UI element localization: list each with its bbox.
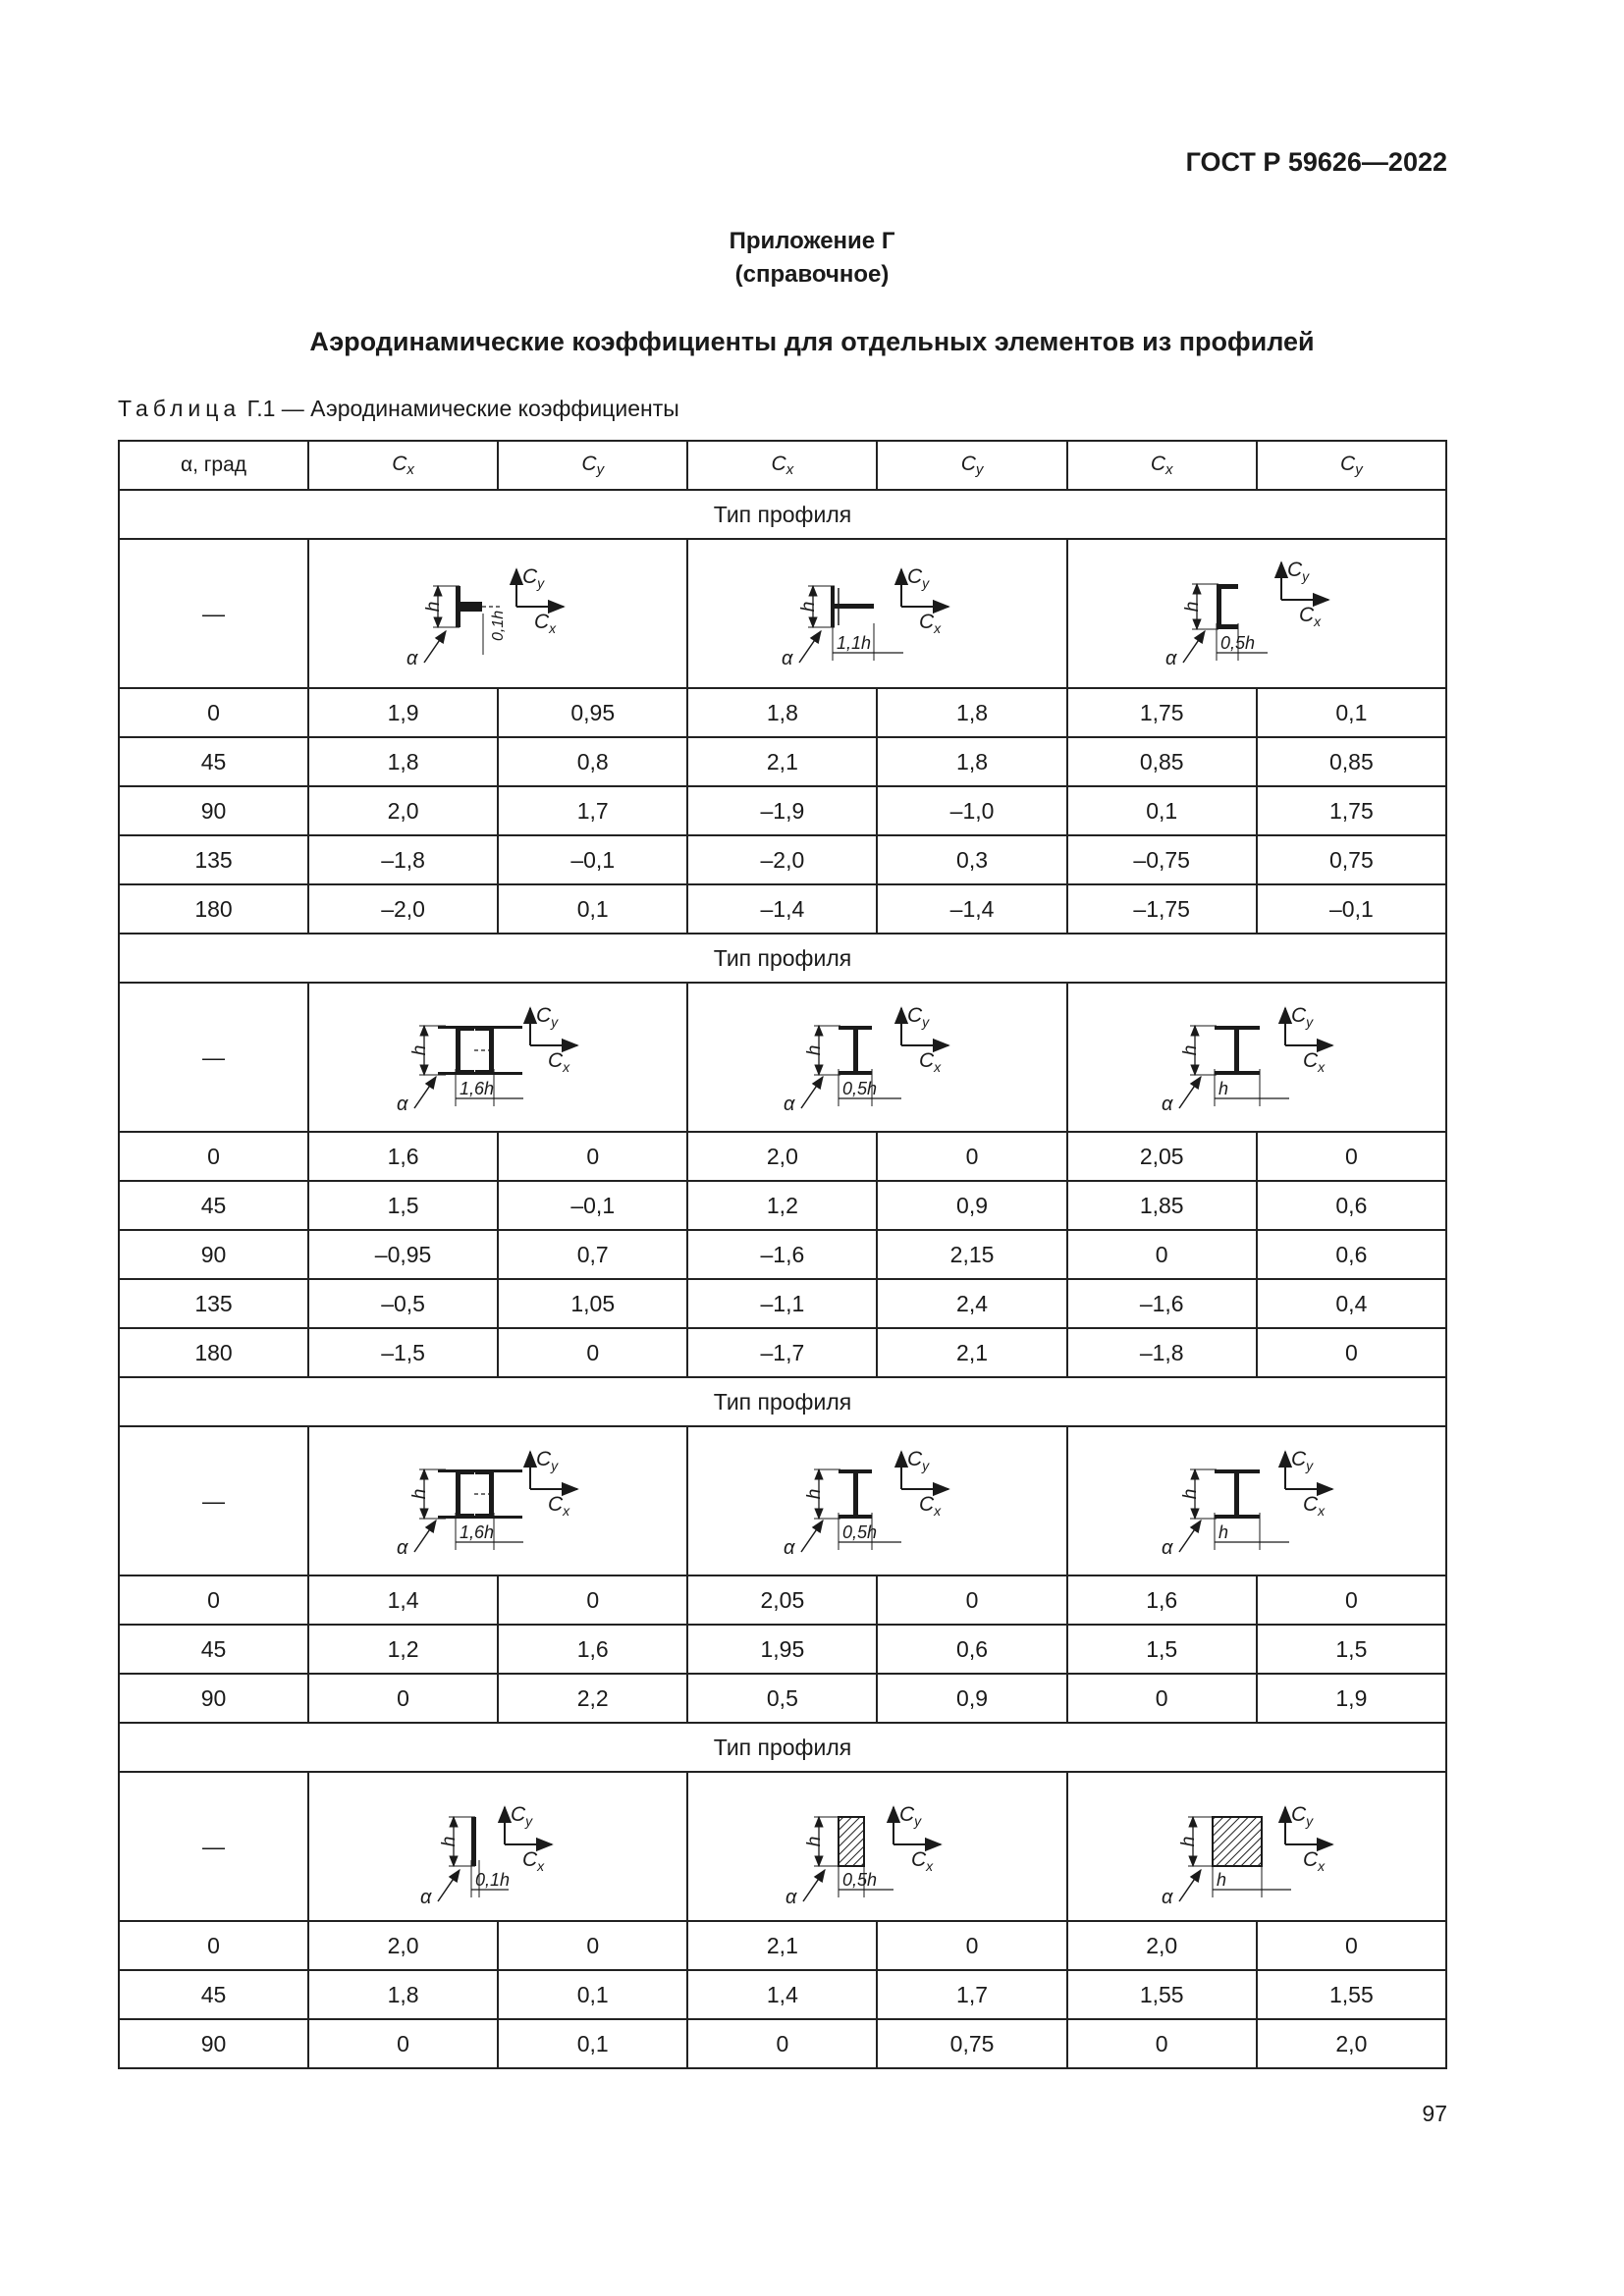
value-cell: 1,5 [1257, 1625, 1446, 1674]
header-cy [498, 441, 687, 490]
value-cell: 1,4 [308, 1575, 498, 1625]
svg-text:α: α [406, 648, 418, 669]
svg-text:Cx: $C_x$ [919, 611, 942, 636]
table-row [119, 1328, 1446, 1377]
profile-figure [1154, 545, 1360, 682]
value-cell: 0,6 [1257, 1230, 1446, 1279]
value-cell: –2,0 [687, 835, 877, 884]
angle-cell: 45 [119, 737, 308, 786]
table-row [119, 1181, 1446, 1230]
document-code: ГОСТ Р 59626—2022 [1185, 147, 1447, 177]
angle-cell: 180 [119, 884, 308, 934]
value-cell: –1,8 [308, 835, 498, 884]
dash-cell: — [119, 983, 308, 1132]
svg-text:α: α [1161, 1094, 1173, 1115]
table-row [119, 1921, 1446, 1970]
value-cell: 0 [877, 1921, 1066, 1970]
cy-sub: y [1355, 461, 1363, 478]
profile-type-row [119, 1723, 1446, 1772]
svg-text:h: h [1179, 1044, 1201, 1056]
svg-text:h: h [1218, 1522, 1228, 1542]
svg-text:Cy: $C_y$ [511, 1803, 533, 1829]
value-cell: 1,5 [308, 1181, 498, 1230]
value-cell: 0 [687, 2019, 877, 2068]
value-cell: 0 [1257, 1575, 1446, 1625]
svg-text:α: α [784, 1094, 795, 1115]
value-cell: 0 [498, 1921, 687, 1970]
value-cell: 1,95 [687, 1625, 877, 1674]
angle-cell: 90 [119, 2019, 308, 2068]
value-cell: 0 [1067, 1230, 1257, 1279]
value-cell: 0,85 [1257, 737, 1446, 786]
profile-figure-row [119, 983, 1446, 1132]
value-cell: –1,4 [877, 884, 1066, 934]
value-cell: 0,4 [1257, 1279, 1446, 1328]
value-cell: 2,0 [1067, 1921, 1257, 1970]
dash-cell: — [119, 539, 308, 688]
svg-text:h: h [1179, 1488, 1201, 1500]
value-cell: 1,8 [687, 688, 877, 737]
value-cell: 0,1 [498, 884, 687, 934]
value-cell: 0,1 [498, 1970, 687, 2019]
value-cell: 0,1 [1257, 688, 1446, 737]
value-cell: 1,5 [1067, 1625, 1257, 1674]
profile-figure-row [119, 1426, 1446, 1575]
cx-sub: x [406, 461, 414, 478]
value-cell: 0,7 [498, 1230, 687, 1279]
table-row [119, 1230, 1446, 1279]
svg-text:h: h [1218, 1079, 1228, 1098]
profile-ibeam-narrow-cell [687, 983, 1066, 1132]
profile-rect-narrow-cell [687, 1772, 1066, 1921]
svg-text:0,5h: 0,5h [842, 1870, 878, 1890]
cy-base: C [960, 453, 976, 475]
value-cell: –1,1 [687, 1279, 877, 1328]
angle-cell: 0 [119, 1921, 308, 1970]
svg-text:h: h [1181, 601, 1203, 613]
value-cell: 1,75 [1067, 688, 1257, 737]
svg-text:0,1h: 0,1h [490, 610, 508, 641]
profile-ibeam-wide-cell [1067, 1426, 1446, 1575]
value-cell: –0,1 [498, 1181, 687, 1230]
svg-text:h: h [439, 1836, 460, 1847]
angle-cell: 45 [119, 1625, 308, 1674]
value-cell: 1,75 [1257, 786, 1446, 835]
svg-text:h: h [804, 1836, 826, 1847]
value-cell: 0,75 [877, 2019, 1066, 2068]
svg-text:Cy: $C_y$ [907, 1448, 930, 1473]
value-cell: 0 [1257, 1328, 1446, 1377]
profile-figure [395, 988, 601, 1126]
value-cell: –0,1 [1257, 884, 1446, 934]
value-cell: –1,7 [687, 1328, 877, 1377]
value-cell: 1,85 [1067, 1181, 1257, 1230]
svg-text:Cy: $C_y$ [536, 1004, 559, 1030]
profile-type-row [119, 490, 1446, 539]
value-cell: 2,1 [687, 1921, 877, 1970]
angle-cell: 90 [119, 1230, 308, 1279]
table-row [119, 737, 1446, 786]
profile-figure [1154, 988, 1360, 1126]
cx-base: C [1150, 453, 1166, 475]
value-cell: 2,4 [877, 1279, 1066, 1328]
value-cell: 2,0 [308, 1921, 498, 1970]
page-number: 97 [1422, 2101, 1447, 2126]
table-row [119, 2019, 1446, 2068]
header-cx [1067, 441, 1257, 490]
header-cy [877, 441, 1066, 490]
header-cx [687, 441, 877, 490]
annex-type: (справочное) [734, 261, 890, 288]
profile-type-label: Тип профиля [119, 1377, 1446, 1426]
value-cell: –0,95 [308, 1230, 498, 1279]
header-angle: α, град [119, 441, 308, 490]
value-cell: –1,9 [687, 786, 877, 835]
value-cell: 0,6 [1257, 1181, 1446, 1230]
svg-text:α: α [784, 1537, 795, 1559]
cx-base: C [392, 453, 407, 475]
value-cell: –1,5 [308, 1328, 498, 1377]
caption-prefix: Таблица [118, 396, 242, 421]
svg-text:Cy: $C_y$ [1290, 1803, 1313, 1829]
angle-cell: 0 [119, 1132, 308, 1181]
table-row [119, 1132, 1446, 1181]
profile-type-label: Тип профиля [119, 490, 1446, 539]
dash-cell: — [119, 1426, 308, 1575]
svg-text:Cx: $C_x$ [548, 1049, 570, 1075]
profile-figure [1154, 1778, 1360, 1915]
table-row [119, 688, 1446, 737]
profile-rect-square-cell [1067, 1772, 1446, 1921]
svg-text:α: α [1161, 1537, 1173, 1559]
annex-title: Приложение Г [729, 228, 895, 254]
value-cell: 1,6 [308, 1132, 498, 1181]
svg-text:Cy: $C_y$ [522, 565, 545, 591]
svg-text:Cy: $C_y$ [536, 1448, 559, 1473]
value-cell: –0,1 [498, 835, 687, 884]
value-cell: 1,4 [687, 1970, 877, 2019]
svg-text:α: α [397, 1094, 408, 1115]
value-cell: 0,95 [498, 688, 687, 737]
value-cell: 1,9 [308, 688, 498, 737]
svg-text:Cy: $C_y$ [1290, 1004, 1313, 1030]
svg-text:Cx: $C_x$ [1302, 1049, 1325, 1075]
svg-text:Cx: $C_x$ [919, 1493, 942, 1519]
header-row [119, 441, 1446, 490]
svg-text:Cx: $C_x$ [1302, 1848, 1325, 1874]
profile-figure [774, 1432, 980, 1570]
cx-sub: x [1165, 461, 1173, 478]
profile-type-label: Тип профиля [119, 1723, 1446, 1772]
profile-channel-cell [1067, 539, 1446, 688]
svg-text:0,5h: 0,5h [1219, 633, 1255, 653]
svg-text:Cx: $C_x$ [548, 1493, 570, 1519]
svg-text:α: α [1161, 1887, 1173, 1908]
value-cell: –1,6 [687, 1230, 877, 1279]
value-cell: 0,1 [498, 2019, 687, 2068]
profile-double-channel-cell [308, 983, 687, 1132]
value-cell: 0 [308, 1674, 498, 1723]
value-cell: –1,8 [1067, 1328, 1257, 1377]
table-caption [118, 396, 679, 422]
svg-text:h: h [804, 1044, 826, 1056]
value-cell: 0,9 [877, 1674, 1066, 1723]
svg-text:Cx: $C_x$ [919, 1049, 942, 1075]
svg-text:h: h [1216, 1870, 1226, 1890]
table-row [119, 884, 1446, 934]
svg-text:1,6h: 1,6h [460, 1522, 495, 1542]
value-cell: 0,1 [1067, 786, 1257, 835]
value-cell: 0 [1067, 2019, 1257, 2068]
value-cell: 0 [1257, 1132, 1446, 1181]
svg-text:α: α [1164, 648, 1177, 669]
value-cell: 0,6 [877, 1625, 1066, 1674]
table-row [119, 1674, 1446, 1723]
table-row [119, 786, 1446, 835]
value-cell: 2,0 [308, 786, 498, 835]
value-cell: –2,0 [308, 884, 498, 934]
dash-cell: — [119, 1772, 308, 1921]
angle-cell: 45 [119, 1970, 308, 2019]
value-cell: –1,4 [687, 884, 877, 934]
angle-cell: 135 [119, 835, 308, 884]
value-cell: 0,3 [877, 835, 1066, 884]
value-cell: 1,8 [308, 1970, 498, 2019]
table-row [119, 1279, 1446, 1328]
cx-sub: x [785, 461, 794, 478]
angle-cell: 90 [119, 1674, 308, 1723]
table-row [119, 835, 1446, 884]
angle-cell: 0 [119, 1575, 308, 1625]
svg-text:Cy: $C_y$ [907, 1004, 930, 1030]
value-cell: 0 [1067, 1674, 1257, 1723]
value-cell: 0 [498, 1132, 687, 1181]
cy-sub: y [596, 461, 605, 478]
value-cell: 0 [877, 1132, 1066, 1181]
table-row [119, 1625, 1446, 1674]
value-cell: 2,0 [687, 1132, 877, 1181]
svg-text:h: h [804, 1488, 826, 1500]
svg-text:h: h [423, 601, 445, 613]
value-cell: 0 [1257, 1921, 1446, 1970]
svg-text:α: α [782, 648, 793, 669]
value-cell: 0 [877, 1575, 1066, 1625]
value-cell: –0,75 [1067, 835, 1257, 884]
value-cell: 1,05 [498, 1279, 687, 1328]
value-cell: 1,55 [1257, 1970, 1446, 2019]
profile-double-channel-cell [308, 1426, 687, 1575]
svg-text:0,1h: 0,1h [475, 1870, 511, 1890]
value-cell: 1,55 [1067, 1970, 1257, 2019]
value-cell: 1,2 [308, 1625, 498, 1674]
section-heading: Аэродинамические коэффициенты для отдельных элементов из профилей [309, 327, 1315, 356]
profile-figure [774, 1778, 980, 1915]
svg-text:h: h [798, 601, 820, 613]
svg-text:Cy: $C_y$ [899, 1803, 922, 1829]
value-cell: 0,85 [1067, 737, 1257, 786]
value-cell: 0,75 [1257, 835, 1446, 884]
value-cell: 2,05 [687, 1575, 877, 1625]
profile-figure-row [119, 539, 1446, 688]
value-cell: 2,05 [1067, 1132, 1257, 1181]
value-cell: 1,8 [308, 737, 498, 786]
value-cell: –0,5 [308, 1279, 498, 1328]
svg-text:h: h [1177, 1836, 1199, 1847]
profile-figure [774, 988, 980, 1126]
value-cell: 1,8 [877, 688, 1066, 737]
value-cell: 1,7 [498, 786, 687, 835]
svg-text:Cx: $C_x$ [1302, 1493, 1325, 1519]
caption-rest: Г.1 — Аэродинамические коэффициенты [241, 396, 679, 421]
svg-text:h: h [409, 1488, 431, 1500]
cx-base: C [771, 453, 786, 475]
value-cell: 0 [498, 1575, 687, 1625]
value-cell: 1,2 [687, 1181, 877, 1230]
profile-figure [395, 545, 601, 682]
svg-text:Cy: $C_y$ [907, 565, 930, 591]
svg-text:α: α [420, 1887, 432, 1908]
svg-text:α: α [785, 1887, 797, 1908]
profile-tee-thin-cell [687, 539, 1066, 688]
profile-figure [395, 1778, 601, 1915]
value-cell: 1,6 [1067, 1575, 1257, 1625]
value-cell: 2,0 [1257, 2019, 1446, 2068]
cy-base: C [581, 453, 597, 475]
value-cell: 1,7 [877, 1970, 1066, 2019]
value-cell: 2,15 [877, 1230, 1066, 1279]
value-cell: 2,1 [687, 737, 877, 786]
profile-plate-cell [308, 1772, 687, 1921]
svg-text:h: h [409, 1044, 431, 1056]
angle-cell: 180 [119, 1328, 308, 1377]
profile-ibeam-wide-cell [1067, 983, 1446, 1132]
svg-text:1,1h: 1,1h [837, 633, 872, 653]
svg-text:Cx: $C_x$ [1298, 604, 1321, 629]
value-cell: 0 [498, 1328, 687, 1377]
svg-text:Cx: $C_x$ [911, 1848, 934, 1874]
value-cell: –1,0 [877, 786, 1066, 835]
profile-type-label: Тип профиля [119, 934, 1446, 983]
value-cell: 0,9 [877, 1181, 1066, 1230]
profile-ibeam-narrow-cell [687, 1426, 1066, 1575]
angle-cell: 90 [119, 786, 308, 835]
svg-text:0,5h: 0,5h [842, 1522, 878, 1542]
angle-cell: 45 [119, 1181, 308, 1230]
header-cx [308, 441, 498, 490]
svg-text:0,5h: 0,5h [842, 1079, 878, 1098]
value-cell: –1,75 [1067, 884, 1257, 934]
value-cell: 2,2 [498, 1674, 687, 1723]
profile-type-row [119, 934, 1446, 983]
svg-text:Cy: $C_y$ [1286, 559, 1309, 584]
table-row [119, 1970, 1446, 2019]
table-row [119, 1575, 1446, 1625]
svg-text:Cx: $C_x$ [534, 611, 557, 636]
value-cell: 1,8 [877, 737, 1066, 786]
value-cell: 2,1 [877, 1328, 1066, 1377]
value-cell: 1,6 [498, 1625, 687, 1674]
cy-base: C [1340, 453, 1356, 475]
table-body [119, 441, 1446, 2068]
profile-figure [395, 1432, 601, 1570]
svg-text:1,6h: 1,6h [460, 1079, 495, 1098]
cy-sub: y [975, 461, 984, 478]
angle-cell: 0 [119, 688, 308, 737]
svg-text:α: α [397, 1537, 408, 1559]
value-cell: 1,9 [1257, 1674, 1446, 1723]
svg-text:Cx: $C_x$ [522, 1848, 545, 1874]
profile-tee-wide-cell [308, 539, 687, 688]
value-cell: 0,5 [687, 1674, 877, 1723]
value-cell: 0 [308, 2019, 498, 2068]
coefficients-table [118, 440, 1447, 2069]
profile-figure [1154, 1432, 1360, 1570]
value-cell: –1,6 [1067, 1279, 1257, 1328]
profile-figure [774, 545, 980, 682]
profile-figure-row [119, 1772, 1446, 1921]
angle-cell: 135 [119, 1279, 308, 1328]
profile-type-row [119, 1377, 1446, 1426]
value-cell: 0,8 [498, 737, 687, 786]
svg-text:Cy: $C_y$ [1290, 1448, 1313, 1473]
header-cy [1257, 441, 1446, 490]
